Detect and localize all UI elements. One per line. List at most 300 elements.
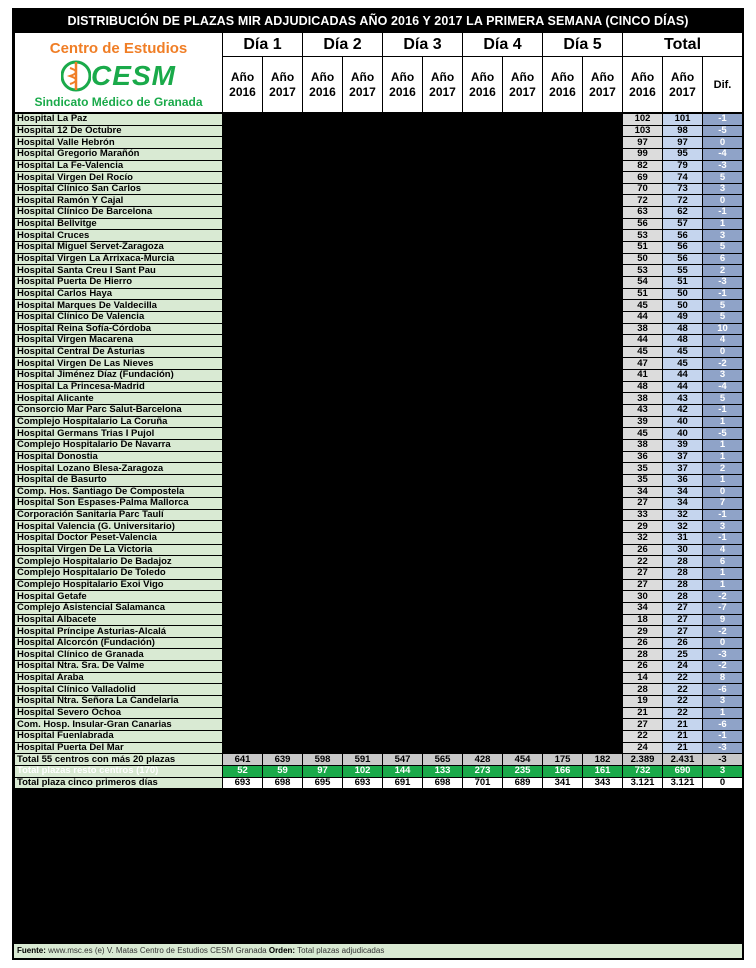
dif-cell: 5 (703, 242, 743, 254)
value-cell: 11 (223, 381, 263, 393)
total-2017-cell: 57 (663, 218, 703, 230)
table-row (15, 370, 743, 382)
day-3-2016-header: Año 2016 (383, 57, 423, 113)
value-cell: 13 (303, 358, 343, 370)
value-cell: 4 (583, 160, 623, 172)
table-row (15, 451, 743, 463)
dif-cell: 5 (703, 393, 743, 405)
value-cell: 17 (263, 172, 303, 184)
dif-header: Dif. (703, 57, 743, 113)
value-cell: 5 (343, 579, 383, 591)
total-2017-cell: 27 (663, 626, 703, 638)
table-row (15, 486, 743, 498)
value-cell: 4 (583, 451, 623, 463)
value-cell: 1 (543, 230, 583, 242)
total-2017-cell: 50 (663, 300, 703, 312)
total-2016-cell: 36 (623, 451, 663, 463)
value-cell: 1 (583, 463, 623, 475)
total-2016-cell: 30 (623, 591, 663, 603)
value-cell: 8 (463, 567, 503, 579)
value-cell: 16 (423, 276, 463, 288)
value-cell: 5 (303, 602, 343, 614)
value-cell: 18 (383, 183, 423, 195)
value-cell: 17 (383, 242, 423, 254)
hospital-name: Hospital Clínico de Granada (15, 649, 223, 661)
value-cell: 6 (503, 509, 543, 521)
table-row (15, 335, 743, 347)
value-cell: 9 (383, 498, 423, 510)
value-cell: 5 (423, 719, 463, 731)
summary-value: 59 (263, 765, 303, 777)
value-cell: 5 (343, 521, 383, 533)
table-row (15, 649, 743, 661)
value-cell: 7 (583, 183, 623, 195)
value-cell: 2 (583, 428, 623, 440)
value-cell: 12 (463, 719, 503, 731)
total-2016-cell: 29 (623, 521, 663, 533)
value-cell: 9 (463, 533, 503, 545)
hospital-name: Hospital Germans Trias I Pujol (15, 428, 223, 440)
value-cell: 9 (343, 626, 383, 638)
value-cell: 11 (343, 370, 383, 382)
value-cell: 12 (463, 707, 503, 719)
value-cell: 6 (583, 335, 623, 347)
dif-cell: -1 (703, 114, 743, 126)
value-cell: 11 (503, 486, 543, 498)
table-row (15, 195, 743, 207)
value-cell: 3 (503, 207, 543, 219)
value-cell: 3 (583, 323, 623, 335)
value-cell: 4 (463, 276, 503, 288)
total-2016-cell: 44 (623, 335, 663, 347)
value-cell: 39 (343, 114, 383, 126)
total-2016-cell: 44 (623, 311, 663, 323)
dif-cell: -3 (703, 649, 743, 661)
hospital-name: Hospital Cruces (15, 230, 223, 242)
value-cell: 15 (503, 335, 543, 347)
hospital-name: Hospital Príncipe Asturias-Alcalá (15, 626, 223, 638)
value-cell: 5 (463, 183, 503, 195)
value-cell: 5 (463, 242, 503, 254)
value-cell: 2 (543, 125, 583, 137)
value-cell: 13 (223, 172, 263, 184)
value-cell: 4 (503, 230, 543, 242)
value-cell: 5 (463, 207, 503, 219)
value-cell: 11 (343, 323, 383, 335)
total-2016-cell: 54 (623, 276, 663, 288)
value-cell: 14 (423, 253, 463, 265)
value-cell: 4 (583, 125, 623, 137)
value-cell: 3 (263, 661, 303, 673)
value-cell: 4 (503, 474, 543, 486)
total-2017-cell: 24 (663, 661, 703, 673)
value-cell: 2 (223, 730, 263, 742)
value-cell: 5 (343, 614, 383, 626)
value-cell: 9 (423, 533, 463, 545)
value-cell: 3 (543, 370, 583, 382)
value-cell: 9 (423, 672, 463, 684)
total-2016-cell: 103 (623, 125, 663, 137)
table-row (15, 288, 743, 300)
value-cell: 2 (503, 114, 543, 126)
table-row (15, 533, 743, 545)
dif-cell: 4 (703, 335, 743, 347)
value-cell: 7 (583, 684, 623, 696)
value-cell: 6 (303, 567, 343, 579)
total-2017-cell: 30 (663, 544, 703, 556)
total-2017-cell: 56 (663, 253, 703, 265)
value-cell: 15 (423, 114, 463, 126)
value-cell: 7 (463, 451, 503, 463)
day-2-2017-header: Año 2017 (343, 57, 383, 113)
value-cell: 2 (303, 672, 343, 684)
value-cell: 5 (463, 393, 503, 405)
total-2016-cell: 28 (623, 684, 663, 696)
value-cell: 2 (583, 114, 623, 126)
value-cell: 1 (263, 556, 303, 568)
value-cell: 8 (343, 439, 383, 451)
total-2017-cell: 48 (663, 335, 703, 347)
value-cell: 12 (423, 428, 463, 440)
value-cell: 12 (223, 253, 263, 265)
hospital-name: Hospital Virgen Macarena (15, 335, 223, 347)
value-cell: 12 (463, 486, 503, 498)
dif-cell: 0 (703, 637, 743, 649)
caduceus-icon (61, 59, 91, 93)
value-cell: 14 (343, 195, 383, 207)
value-cell: 6 (343, 498, 383, 510)
value-cell: 2 (263, 649, 303, 661)
hospital-name: Hospital Puerta Del Mar (15, 742, 223, 754)
value-cell: 10 (423, 300, 463, 312)
value-cell: 5 (583, 218, 623, 230)
value-cell: 13 (423, 242, 463, 254)
table-row (15, 637, 743, 649)
dif-cell: 9 (703, 614, 743, 626)
value-cell: 8 (263, 544, 303, 556)
table-row (15, 661, 743, 673)
total-2017-cell: 36 (663, 474, 703, 486)
total-2017-cell: 28 (663, 579, 703, 591)
summary-value: 701 (463, 777, 503, 789)
table-row (15, 242, 743, 254)
value-cell: 18 (303, 230, 343, 242)
value-cell: 14 (503, 649, 543, 661)
value-cell: 1 (543, 498, 583, 510)
total-2017-cell: 44 (663, 370, 703, 382)
value-cell: 11 (263, 311, 303, 323)
total-2017-cell: 62 (663, 207, 703, 219)
table-row (15, 137, 743, 149)
summary-label: Total plaza cinco primeros días (15, 777, 223, 789)
value-cell: 2 (543, 160, 583, 172)
hospital-name: Hospital de Basurto (15, 474, 223, 486)
value-cell: 2 (543, 242, 583, 254)
total-2017-cell: 37 (663, 463, 703, 475)
total-2017-cell: 22 (663, 684, 703, 696)
value-cell: 3 (503, 637, 543, 649)
value-cell: 6 (383, 556, 423, 568)
value-cell: 4 (543, 207, 583, 219)
value-cell: 4 (223, 463, 263, 475)
dif-cell: 1 (703, 474, 743, 486)
dif-cell: -1 (703, 207, 743, 219)
value-cell: 4 (543, 137, 583, 149)
value-cell: 7 (423, 498, 463, 510)
total-header: Total (623, 33, 743, 57)
day-5-header: Día 5 (543, 33, 623, 57)
value-cell: 13 (263, 381, 303, 393)
total-2016-cell: 28 (623, 649, 663, 661)
value-cell: 14 (223, 265, 263, 277)
value-cell: 9 (263, 346, 303, 358)
value-cell: 12 (383, 323, 423, 335)
value-cell: 12 (503, 626, 543, 638)
summary-row (15, 765, 743, 777)
value-cell: 2 (543, 195, 583, 207)
value-cell: 7 (303, 498, 343, 510)
value-cell: 1 (583, 544, 623, 556)
total-2017-cell: 31 (663, 533, 703, 545)
value-cell: 1 (583, 265, 623, 277)
value-cell: 6 (223, 521, 263, 533)
table-row (15, 544, 743, 556)
summary-value: 591 (343, 754, 383, 766)
value-cell (223, 579, 263, 591)
value-cell: 11 (383, 463, 423, 475)
dif-cell: 3 (703, 696, 743, 708)
value-cell: 7 (383, 730, 423, 742)
value-cell: 8 (423, 637, 463, 649)
value-cell: 9 (463, 311, 503, 323)
hospital-name: Hospital Severo Ochoa (15, 707, 223, 719)
value-cell: 4 (543, 114, 583, 126)
value-cell: 14 (223, 451, 263, 463)
value-cell: 3 (543, 556, 583, 568)
dif-cell: 1 (703, 439, 743, 451)
value-cell: 13 (263, 405, 303, 417)
value-cell: 8 (463, 346, 503, 358)
hospital-name: Hospital Doctor Peset-Valencia (15, 533, 223, 545)
total-2016-cell: 102 (623, 114, 663, 126)
value-cell: 11 (263, 393, 303, 405)
total-2017-cell: 22 (663, 707, 703, 719)
value-cell: 2 (583, 672, 623, 684)
value-cell: 12 (383, 370, 423, 382)
value-cell: 6 (423, 556, 463, 568)
value-cell: 41 (263, 207, 303, 219)
value-cell: 6 (303, 591, 343, 603)
day-4-2017-header: Año 2017 (503, 57, 543, 113)
value-cell: 5 (423, 649, 463, 661)
value-cell: 16 (223, 276, 263, 288)
cesm-logo (15, 33, 223, 113)
value-cell: 18 (303, 183, 343, 195)
value-cell: 7 (223, 474, 263, 486)
total-2017-cell: 49 (663, 311, 703, 323)
total-2017-cell: 98 (663, 125, 703, 137)
hospital-name: Hospital Alcorcón (Fundación) (15, 637, 223, 649)
table-row (15, 265, 743, 277)
total-2016-cell: 33 (623, 509, 663, 521)
value-cell: 3 (583, 311, 623, 323)
total-2016-cell: 22 (623, 730, 663, 742)
total-2016-cell: 35 (623, 474, 663, 486)
value-cell: 4 (463, 742, 503, 754)
value-cell: 11 (383, 637, 423, 649)
value-cell: 5 (303, 684, 343, 696)
value-cell: 10 (503, 439, 543, 451)
total-2016-cell: 34 (623, 602, 663, 614)
table-row (15, 323, 743, 335)
value-cell: 8 (383, 579, 423, 591)
hospital-name: Hospital Valle Hebrón (15, 137, 223, 149)
summary-value: 693 (343, 777, 383, 789)
value-cell: 4 (503, 451, 543, 463)
hospital-name: Hospital Son Espases-Palma Mallorca (15, 498, 223, 510)
value-cell: 5 (383, 486, 423, 498)
value-cell: 4 (303, 719, 343, 731)
value-cell: 7 (343, 684, 383, 696)
total-2017-cell: 28 (663, 556, 703, 568)
value-cell: 3 (543, 218, 583, 230)
value-cell: 6 (423, 509, 463, 521)
value-cell: 31 (223, 207, 263, 219)
hospital-name: Hospital Ntra. Señora La Candelaria (15, 696, 223, 708)
table-row (15, 172, 743, 184)
value-cell: 11 (303, 393, 343, 405)
value-cell: 7 (463, 521, 503, 533)
value-cell: 7 (303, 556, 343, 568)
value-cell: 6 (223, 591, 263, 603)
value-cell: 3 (543, 183, 583, 195)
value-cell: 9 (463, 428, 503, 440)
value-cell: 11 (383, 381, 423, 393)
total-2017-cell: 44 (663, 381, 703, 393)
day-2-header: Día 2 (303, 33, 383, 57)
value-cell: 6 (423, 614, 463, 626)
value-cell: 12 (383, 253, 423, 265)
value-cell: 4 (263, 591, 303, 603)
value-cell: 9 (503, 567, 543, 579)
dif-cell: 5 (703, 300, 743, 312)
value-cell: 6 (503, 405, 543, 417)
total-2017-cell: 40 (663, 428, 703, 440)
value-cell: 12 (423, 137, 463, 149)
summary-value: -3 (703, 754, 743, 766)
hospital-name: Hospital La Princesa-Madrid (15, 381, 223, 393)
table-row (15, 463, 743, 475)
value-cell: 5 (583, 439, 623, 451)
value-cell: 7 (423, 579, 463, 591)
total-2016-cell: 41 (623, 370, 663, 382)
table-row (15, 602, 743, 614)
value-cell: 5 (423, 696, 463, 708)
value-cell: 1 (263, 672, 303, 684)
value-cell (543, 474, 583, 486)
total-2017-cell: 74 (663, 172, 703, 184)
value-cell: 1 (583, 661, 623, 673)
value-cell: 6 (383, 230, 423, 242)
summary-value: 2.431 (663, 754, 703, 766)
value-cell: 13 (423, 381, 463, 393)
value-cell: 4 (303, 742, 343, 754)
value-cell: 24 (303, 160, 343, 172)
value-cell (543, 637, 583, 649)
value-cell: 9 (303, 451, 343, 463)
dif-cell: 1 (703, 579, 743, 591)
dif-cell: 7 (703, 498, 743, 510)
dif-cell: -1 (703, 405, 743, 417)
total-2017-cell: 22 (663, 672, 703, 684)
value-cell: 6 (343, 556, 383, 568)
value-cell: 9 (503, 416, 543, 428)
summary-value: 144 (383, 765, 423, 777)
value-cell: 2 (503, 276, 543, 288)
value-cell: 12 (463, 125, 503, 137)
value-cell: 21 (223, 230, 263, 242)
value-cell: 3 (263, 498, 303, 510)
value-cell: 3 (303, 649, 343, 661)
value-cell: 3 (423, 486, 463, 498)
summary-value: 693 (223, 777, 263, 789)
dif-cell: 3 (703, 230, 743, 242)
value-cell: 9 (383, 474, 423, 486)
value-cell: 21 (263, 265, 303, 277)
value-cell: 12 (503, 323, 543, 335)
dif-cell: 3 (703, 370, 743, 382)
dif-cell: -7 (703, 602, 743, 614)
value-cell: 17 (423, 335, 463, 347)
value-cell: 14 (503, 311, 543, 323)
value-cell: 7 (463, 684, 503, 696)
value-cell: 5 (223, 370, 263, 382)
total-2017-cell: 56 (663, 242, 703, 254)
summary-value: 235 (503, 765, 543, 777)
value-cell: 10 (383, 218, 423, 230)
dif-cell: 1 (703, 416, 743, 428)
value-cell: 1 (583, 276, 623, 288)
value-cell: 2 (543, 393, 583, 405)
value-cell: 14 (423, 346, 463, 358)
value-cell (583, 207, 623, 219)
hospital-name: Hospital Clínico San Carlos (15, 183, 223, 195)
value-cell: 5 (343, 661, 383, 673)
value-cell: 6 (503, 602, 543, 614)
value-cell: 7 (463, 230, 503, 242)
value-cell: 1 (223, 707, 263, 719)
value-cell: 10 (463, 696, 503, 708)
value-cell: 2 (583, 498, 623, 510)
value-cell: 7 (223, 544, 263, 556)
value-cell: 10 (343, 544, 383, 556)
value-cell (583, 637, 623, 649)
value-cell: 3 (383, 696, 423, 708)
total-2017-cell: 43 (663, 393, 703, 405)
value-cell: 5 (343, 696, 383, 708)
value-cell: 10 (383, 311, 423, 323)
summary-value: 598 (303, 754, 343, 766)
dif-cell: 1 (703, 451, 743, 463)
value-cell: 10 (263, 323, 303, 335)
value-cell: 2 (583, 288, 623, 300)
value-cell: 13 (303, 311, 343, 323)
table-row (15, 556, 743, 568)
value-cell: 14 (423, 265, 463, 277)
value-cell: 8 (503, 730, 543, 742)
value-cell: 4 (543, 439, 583, 451)
summary-value: 166 (543, 765, 583, 777)
